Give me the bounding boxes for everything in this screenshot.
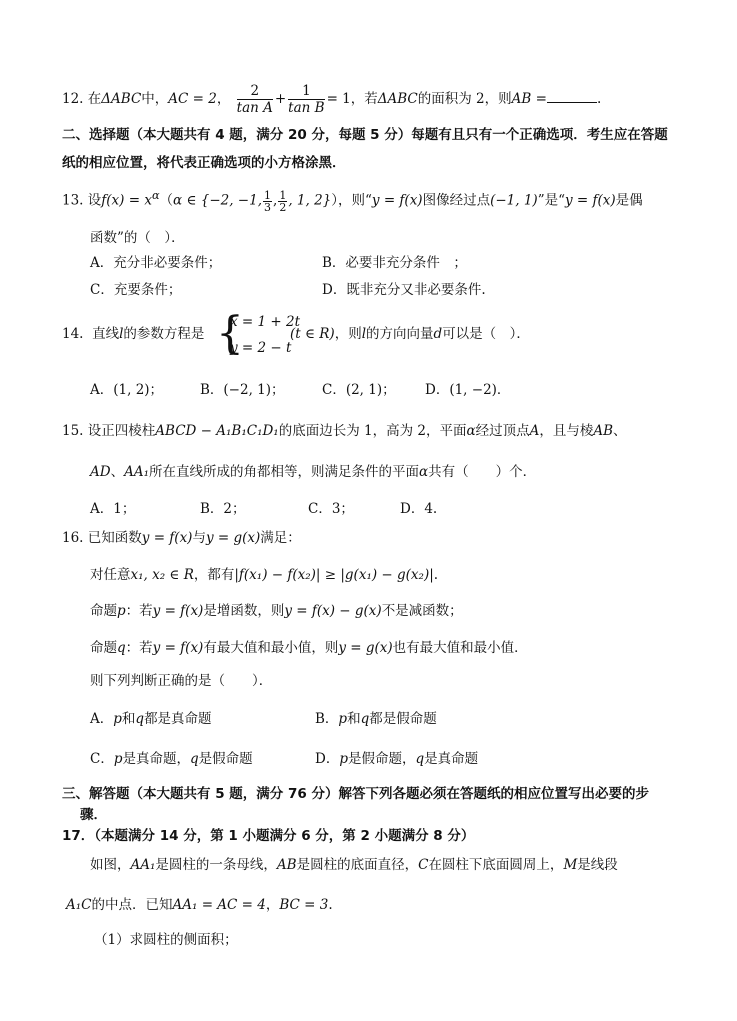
question-number: 16. <box>62 530 84 546</box>
question-15-line2: AD、AA₁所在直线所成的角都相等，则满足条件的平面α共有（ ）个． <box>90 464 537 480</box>
fraction-2-over-tanA: $\frac{2}{\text{tan A}}$ <box>236 83 273 116</box>
question-17-header: 17．（本题满分 14 分，第 1 小题满分 6 分，第 2 小题满分 8 分） <box>62 828 475 844</box>
question-number: 13. <box>62 192 84 209</box>
question-16-line1: 16. 已知函数y = f(x)与y = g(x)满足： <box>62 530 301 546</box>
question-16-line2: 对任意x₁, x₂ ∈ R，都有|f(x₁) − f(x₂)| ≥ |g(x₁) − g(x₂)|. <box>90 567 439 583</box>
question-16-prompt: 则下列判断正确的是（ ）． <box>90 673 273 689</box>
section-3-heading-line1: 三、解答题（本大题共有 5 题，满分 76 分）解答下列各题必须在答题纸的相应位置写出必要的步 <box>62 786 649 802</box>
option-14-d[interactable]: D．(1, −2)． <box>425 382 511 398</box>
option-16-b[interactable]: B．p和q都是假命题 <box>315 711 437 727</box>
question-number: 14. <box>62 326 84 342</box>
option-16-c[interactable]: C．p是真命题，q是假命题 <box>90 751 253 767</box>
section-2-heading-line2: 纸的相应位置，将代表正确选项的小方格涂黑． <box>62 155 346 171</box>
system-brace: { <box>216 308 244 359</box>
answer-blank[interactable] <box>547 90 597 103</box>
question-13-line1: 13. 设$f(x) = x^\alpha(\alpha$ ∈ {−2, −1, $\frac{1}{3}$ , $\frac{1}{2}$ , 1, 2}），则“y = f(x)图像经过点(−1, 1)”是“y = f(x)是偶 <box>62 188 643 214</box>
option-14-b[interactable]: B．(−2, 1)； <box>200 382 285 398</box>
question-17-line1: 如图，AA₁是圆柱的一条母线，AB是圆柱的底面直径，C在圆柱下底面圆周上，M是线段 <box>90 857 618 873</box>
section-2-heading-line1: 二、选择题（本大题共有 4 题，满分 20 分，每题 5 分）每题有且只有一个正确选项．考生应在答题 <box>62 127 668 143</box>
fraction-one-half: $\frac{1}{2}$ <box>279 188 287 214</box>
option-15-d[interactable]: D．4. <box>400 501 438 517</box>
fraction-one-third: $\frac{1}{3}$ <box>264 188 272 214</box>
question-number: 12. <box>62 91 84 107</box>
question-12: 12. 在ΔABC中，AC = 2， $\frac{2}{\text{tan A}}$ + $\frac{1}{\text{tan B}}$ = 1，若ΔABC的面积为 2，则AB = . <box>62 83 602 116</box>
option-15-c[interactable]: C．3； <box>308 501 354 517</box>
proposition-p: 命题p：若y = f(x)是增函数，则y = f(x) − g(x)不是减函数； <box>90 603 463 619</box>
option-15-b[interactable]: B．2； <box>200 501 246 517</box>
question-14-line1: 14. 直线l的参数方程是 <box>62 326 205 342</box>
question-13-line2: 函数”的（ ）． <box>90 230 185 246</box>
option-14-c[interactable]: C．(2, 1)； <box>322 382 396 398</box>
option-13-d[interactable]: D．既非充分又非必要条件. <box>322 282 486 298</box>
section-3-heading-line2: 骤． <box>80 807 107 823</box>
option-13-c[interactable]: C．充要条件； <box>90 282 182 298</box>
option-14-a[interactable]: A．(1, 2)； <box>90 382 164 398</box>
fraction-1-over-tanB: $\frac{1}{\text{tan B}}$ <box>288 83 325 116</box>
question-number: 15. <box>62 423 84 439</box>
question-17-part1: （1）求圆柱的侧面积； <box>94 932 238 948</box>
param-eq-y: y = 2 − t <box>230 340 292 356</box>
question-14-tail: (t ∈ R)，则l的方向向量d可以是（ ）． <box>290 326 530 342</box>
option-16-a[interactable]: A．p和q都是真命题 <box>90 711 212 727</box>
param-eq-x: x = 1 + 2t <box>230 314 301 330</box>
option-13-a[interactable]: A．充分非必要条件； <box>90 255 222 271</box>
question-15-line1: 15. 设正四棱柱ABCD − A₁B₁C₁D₁的底面边长为 1，高为 2，平面α经过顶点A，且与棱AB、 <box>62 423 627 439</box>
option-13-b[interactable]: B．必要非充分条件 ； <box>322 255 467 271</box>
option-16-d[interactable]: D．p是假命题，q是真命题 <box>315 751 479 767</box>
option-15-a[interactable]: A．1； <box>90 501 136 517</box>
question-17-line2: A₁C的中点．已知AA₁ = AC = 4，BC = 3. <box>66 897 333 913</box>
proposition-q: 命题q：若y = f(x)有最大值和最小值，则y = g(x)也有最大值和最小值． <box>90 640 528 656</box>
